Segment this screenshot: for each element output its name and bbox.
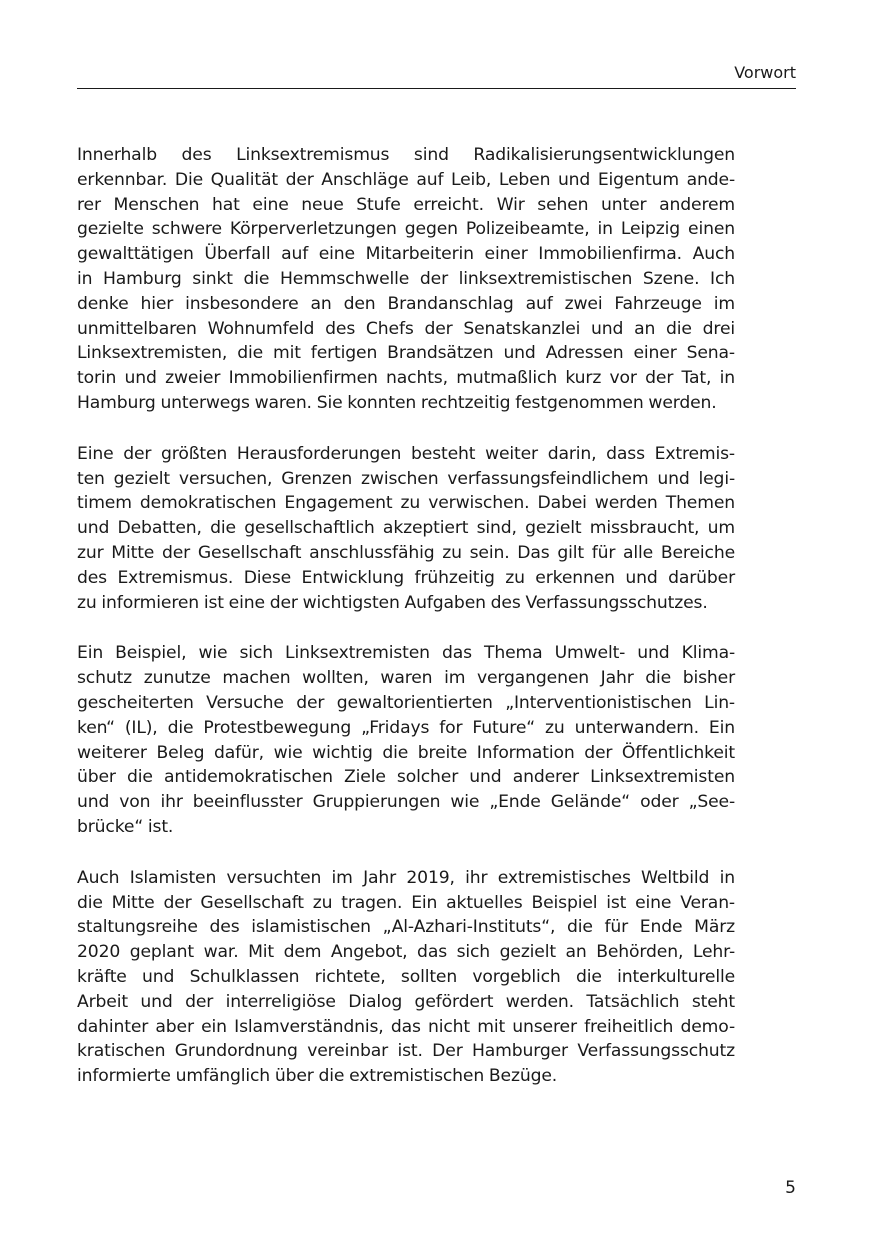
- text-line: Arbeit und der interreligiöse Dialog gefördert werden. Tatsächlich steht: [77, 991, 735, 1012]
- text-line: ten gezielt versuchen, Grenzen zwischen verfassungsfeindlichem und legi-: [77, 468, 735, 489]
- running-head-section-title: Vorwort: [734, 63, 796, 82]
- text-line: kräfte und Schulklassen richtete, sollten vorgeblich die interkulturelle: [77, 966, 735, 987]
- text-line: zu informieren ist eine der wichtigsten Aufgaben des Verfassungsschutzes.: [77, 592, 708, 613]
- paragraph-4: [77, 866, 735, 1089]
- text-line: Eine der größten Herausforderungen besteht weiter darin, dass Extremis-: [77, 443, 735, 464]
- text-line: gewalttätigen Überfall auf eine Mitarbeiterin einer Immobilienfirma. Auch: [77, 244, 735, 265]
- text-line: schutz zunutze machen wollten, waren im vergangenen Jahr die bisher: [77, 668, 735, 689]
- text-line: die Mitte der Gesellschaft zu tragen. Ein aktuelles Beispiel ist eine Veran-: [77, 892, 735, 913]
- text-line: denke hier insbesondere an den Brandanschlag auf zwei Fahrzeuge im: [77, 293, 735, 314]
- page-number: 5: [785, 1178, 796, 1198]
- text-line: Ein Beispiel, wie sich Linksextremisten das Thema Umwelt- und Klima-: [77, 643, 735, 664]
- text-line: erkennbar. Die Qualität der Anschläge auf Leib, Leben und Eigentum ande-: [77, 169, 735, 190]
- text-line: des Extremismus. Diese Entwicklung frühzeitig zu erkennen und darüber: [77, 567, 735, 588]
- text-line: Linksextremisten, die mit fertigen Brandsätzen und Adressen einer Sena-: [77, 343, 735, 364]
- text-line: weiterer Beleg dafür, wie wichtig die breite Information der Öffentlichkeit: [77, 742, 735, 763]
- text-line: gezielte schwere Körperverletzungen gegen Polizeibeamte, in Leipzig einen: [77, 219, 735, 240]
- text-line: in Hamburg sinkt die Hemmschwelle der linksextremistischen Szene. Ich: [77, 268, 735, 289]
- text-line: über die antidemokratischen Ziele solcher und anderer Linksextremisten: [77, 767, 735, 788]
- header-rule: [77, 88, 796, 89]
- text-line: Innerhalb des Linksextremismus sind Radikalisierungsentwicklungen: [77, 145, 735, 165]
- text-line: zur Mitte der Gesellschaft anschlussfähig zu sein. Das gilt für alle Bereiche: [77, 542, 735, 563]
- text-line: timem demokratischen Engagement zu verwischen. Dabei werden Themen: [77, 493, 735, 514]
- body-text: [77, 143, 735, 1115]
- text-line: torin und zweier Immobilienfirmen nachts, mutmaßlich kurz vor der Tat, in: [77, 368, 735, 389]
- text-line: Auch Islamisten versuchten im Jahr 2019, ihr extremistisches Weltbild in: [77, 867, 735, 888]
- paragraph-2: [77, 442, 735, 616]
- text-line: brücke“ ist.: [77, 816, 174, 837]
- text-line: unmittelbaren Wohnumfeld des Chefs der Senatskanzlei und an die drei: [77, 318, 735, 339]
- text-line: Hamburg unterwegs waren. Sie konnten rechtzeitig festgenommen werden.: [77, 392, 717, 413]
- text-line: ken“ (IL), die Protestbewegung „Fridays for Future“ zu unterwandern. Ein: [77, 717, 735, 738]
- text-line: gescheiterten Versuche der gewaltorientierten „Interventionistischen Lin-: [77, 692, 735, 713]
- text-line: staltungsreihe des islamistischen „Al-Azhari-Instituts“, die für Ende März: [77, 917, 735, 938]
- paragraph-3: [77, 641, 735, 839]
- text-line: dahinter aber ein Islamverständnis, das nicht mit unserer freiheitlich demo-: [77, 1016, 735, 1037]
- text-line: und von ihr beeinflusster Gruppierungen wie „Ende Gelände“ oder „See-: [77, 792, 735, 813]
- text-line: 2020 geplant war. Mit dem Angebot, das sich gezielt an Behörden, Lehr-: [77, 942, 735, 963]
- text-line: und Debatten, die gesellschaftlich akzeptiert sind, gezielt missbraucht, um: [77, 518, 735, 539]
- text-line: rer Menschen hat eine neue Stufe erreicht. Wir sehen unter anderem: [77, 194, 735, 215]
- paragraph-1: [77, 143, 735, 416]
- text-line: informierte umfänglich über die extremistischen Bezüge.: [77, 1066, 558, 1087]
- text-line: kratischen Grundordnung vereinbar ist. Der Hamburger Verfassungsschutz: [77, 1041, 735, 1062]
